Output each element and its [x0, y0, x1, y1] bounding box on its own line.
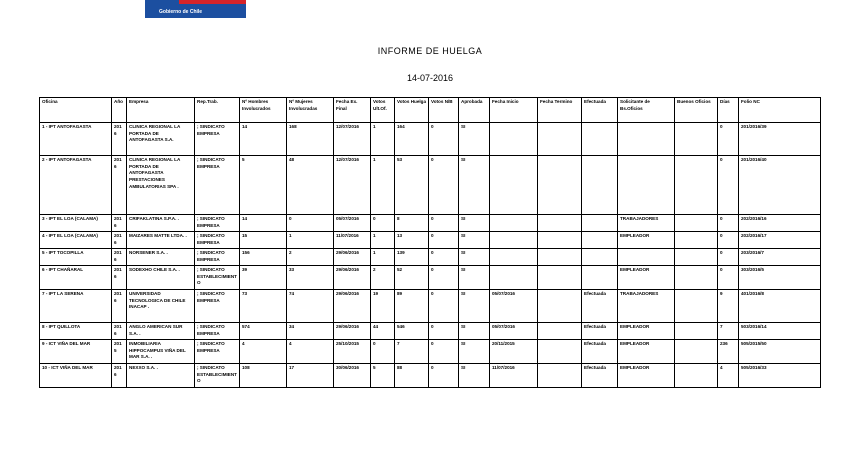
table-row — [40, 340, 821, 364]
table-cell: 17 — [287, 364, 334, 388]
table-cell: SI — [459, 364, 490, 388]
table-cell: 4 — [718, 364, 739, 388]
table-cell: 0 — [429, 266, 459, 290]
table-cell: SI — [459, 266, 490, 290]
table-cell: 05/07/2016 — [490, 290, 538, 323]
table-cell: 5 - IPT TOCOPILLA — [40, 249, 112, 266]
table-cell: 53 — [395, 156, 429, 215]
table-cell: 503/2016/14 — [739, 323, 821, 340]
table-cell: 7 — [395, 340, 429, 364]
column-header: Solicitante de Bs.Oficios — [618, 98, 675, 123]
table-cell — [618, 249, 675, 266]
table-row — [40, 215, 821, 232]
report-title: INFORME DE HUELGA — [377, 46, 483, 56]
table-cell: SI — [459, 290, 490, 323]
report-date: 14-07-2016 — [406, 73, 454, 83]
table-cell: 2 — [287, 249, 334, 266]
table-cell — [538, 340, 582, 364]
table-cell: ; SINDICATO ESTABLECIMIENTO — [195, 266, 240, 290]
column-header: Aprobada — [459, 98, 490, 123]
table-cell: 202/2016/17 — [739, 232, 821, 249]
table-cell: ; SINDICATO ESTABLECIMIENTO — [195, 364, 240, 388]
table-cell: ; SINDICATO EMPRESA — [195, 215, 240, 232]
table-cell: SI — [459, 123, 490, 156]
table-cell: 05/07/2016 — [490, 323, 538, 340]
table-cell — [490, 266, 538, 290]
table-cell: 88 — [395, 364, 429, 388]
table-cell: 0 — [429, 249, 459, 266]
table-cell: 52 — [395, 266, 429, 290]
table-cell: 44 — [371, 323, 395, 340]
table-cell: 203/2016/7 — [739, 249, 821, 266]
table-cell: 505/2015/50 — [739, 340, 821, 364]
table-cell: 164 — [395, 123, 429, 156]
table-cell: 29/06/2016 — [334, 249, 371, 266]
table-cell — [675, 249, 718, 266]
table-cell: 2016 — [112, 249, 127, 266]
table-cell: SI — [459, 249, 490, 266]
strike-report-table — [39, 97, 821, 388]
table-cell: 0 — [371, 215, 395, 232]
table-cell: 139 — [395, 249, 429, 266]
table-cell: 30/06/2016 — [334, 364, 371, 388]
table-cell — [538, 232, 582, 249]
table-cell: 303/2016/5 — [739, 266, 821, 290]
table-cell: SODEXHO CHILE S.A. . — [127, 266, 195, 290]
table-cell: 13 — [395, 232, 429, 249]
table-cell — [675, 156, 718, 215]
table-cell: 546 — [395, 323, 429, 340]
table-cell: 34 — [287, 323, 334, 340]
table-cell: 0 — [371, 340, 395, 364]
table-cell: NEXXO S.A. . — [127, 364, 195, 388]
table-cell: Efectuada — [582, 340, 618, 364]
table-cell — [582, 249, 618, 266]
table-cell — [538, 290, 582, 323]
table-row — [40, 364, 821, 388]
table-cell: 89 — [395, 290, 429, 323]
table-cell: 12/07/2016 — [334, 156, 371, 215]
table-cell: 0 — [718, 266, 739, 290]
table-cell: 574 — [240, 323, 287, 340]
table-cell: 236 — [718, 340, 739, 364]
table-body — [40, 123, 821, 388]
table-cell: ; SINDICATO EMPRESA — [195, 232, 240, 249]
table-cell: 0 — [429, 340, 459, 364]
table-cell: 29/06/2016 — [334, 323, 371, 340]
table-cell: 156 — [240, 249, 287, 266]
table-cell — [538, 215, 582, 232]
table-row — [40, 156, 821, 215]
table-cell: 74 — [287, 290, 334, 323]
table-cell: 33 — [287, 266, 334, 290]
table-cell — [675, 323, 718, 340]
table-cell: CLINICA REGIONAL LA PORTADA DE ANTOFAGASTA PRESTACIONES AMBULATORIAS SPA . — [127, 156, 195, 215]
table-cell: 48 — [287, 156, 334, 215]
table-cell: 0 — [429, 323, 459, 340]
table-cell — [582, 156, 618, 215]
table-cell: SI — [459, 156, 490, 215]
table-cell: 6 - IPT CHAÑARAL — [40, 266, 112, 290]
table-cell: 05/07/2016 — [334, 215, 371, 232]
table-cell — [582, 123, 618, 156]
column-header: Nº Hombres Involucrados — [240, 98, 287, 123]
table-cell — [582, 266, 618, 290]
table-cell: ; SINDICATO EMPRESA — [195, 156, 240, 215]
table-cell: SI — [459, 340, 490, 364]
table-row — [40, 266, 821, 290]
table-cell: 201/2016/39 — [739, 123, 821, 156]
table-cell: 2 — [371, 266, 395, 290]
table-cell: 2016 — [112, 156, 127, 215]
table-cell: 168 — [287, 123, 334, 156]
table-row — [40, 123, 821, 156]
table-cell: 2016 — [112, 123, 127, 156]
table-cell — [490, 156, 538, 215]
table-cell — [582, 215, 618, 232]
table-cell: 7 - IPT LA SERENA — [40, 290, 112, 323]
table-cell: 2015 — [112, 340, 127, 364]
table-cell: 11/07/2016 — [334, 232, 371, 249]
table-cell: TRABAJADORES — [618, 290, 675, 323]
column-header: Buenos Oficios — [675, 98, 718, 123]
table-cell — [490, 249, 538, 266]
table-cell: ; SINDICATO EMPRESA — [195, 323, 240, 340]
table-cell: 1 — [287, 232, 334, 249]
table-row — [40, 290, 821, 323]
logo-red-stripe — [179, 0, 246, 4]
table-cell: 8 — [395, 215, 429, 232]
table-cell: 0 — [718, 232, 739, 249]
table-cell — [538, 156, 582, 215]
table-cell — [618, 123, 675, 156]
table-cell — [490, 123, 538, 156]
table-cell — [675, 290, 718, 323]
table-cell: 0 — [429, 290, 459, 323]
table-cell: 19 — [371, 290, 395, 323]
table-cell: 0 — [429, 123, 459, 156]
table-cell: 2016 — [112, 215, 127, 232]
table-cell: EMPLEADOR — [618, 364, 675, 388]
table-cell: 3 - IPT EL LOA (CALAMA) — [40, 215, 112, 232]
table-cell: Efectuada — [582, 290, 618, 323]
table-cell: 1 — [371, 156, 395, 215]
table-cell: ; SINDICATO EMPRESA — [195, 123, 240, 156]
table-cell: 10 - ICT VIÑA DEL MAR — [40, 364, 112, 388]
table-cell: 7 — [718, 323, 739, 340]
table-cell: 2 - IPT ANTOFAGASTA — [40, 156, 112, 215]
table-row — [40, 249, 821, 266]
table-cell: ; SINDICATO EMPRESA — [195, 340, 240, 364]
table-cell: Efectuada — [582, 364, 618, 388]
column-header: Votos N/B — [429, 98, 459, 123]
table-cell: 0 — [287, 215, 334, 232]
table-cell — [490, 215, 538, 232]
table-row — [40, 323, 821, 340]
table-cell: 11/07/2016 — [490, 364, 538, 388]
table-cell: 9 — [718, 290, 739, 323]
table-header — [40, 98, 821, 123]
table-cell: 29/06/2016 — [334, 266, 371, 290]
table-cell: ANGLO AMERICAN SUR S.A. . — [127, 323, 195, 340]
table-cell: 202/2016/16 — [739, 215, 821, 232]
table-cell: 0 — [718, 123, 739, 156]
table-cell: 1 — [371, 232, 395, 249]
table-cell — [538, 123, 582, 156]
table-cell — [675, 266, 718, 290]
column-header: Días — [718, 98, 739, 123]
table-cell: 1 - IPT ANTOFAGASTA — [40, 123, 112, 156]
table-cell: 401/2016/8 — [739, 290, 821, 323]
table-cell: 25/10/2015 — [334, 340, 371, 364]
table-cell: 201/2016/40 — [739, 156, 821, 215]
table-cell: TRABAJADORES — [618, 215, 675, 232]
table-cell: 4 - IPT EL LOA (CALAMA) — [40, 232, 112, 249]
table-cell: 0 — [718, 215, 739, 232]
table-cell: CRIFAKLATINA S.P.A. . — [127, 215, 195, 232]
table-cell: NORSENER S.A. . — [127, 249, 195, 266]
table-cell — [538, 364, 582, 388]
table-cell — [538, 266, 582, 290]
table-cell — [490, 232, 538, 249]
table-cell: 4 — [287, 340, 334, 364]
table-cell: 20/11/2015 — [490, 340, 538, 364]
table-cell: 2016 — [112, 266, 127, 290]
table-cell: 0 — [429, 232, 459, 249]
table-cell: MAIZARES MATTE LTDA. . — [127, 232, 195, 249]
table-cell: 5 — [240, 156, 287, 215]
table-cell: 0 — [429, 156, 459, 215]
column-header: Folio NC — [739, 98, 821, 123]
table-cell: 5 — [371, 364, 395, 388]
table-cell: ; SINDICATO EMPRESA — [195, 249, 240, 266]
table-cell: CLINICA REGIONAL LA PORTADA DE ANTOFAGASTA S.A. — [127, 123, 195, 156]
table-cell: 4 — [240, 340, 287, 364]
table-cell: EMPLEADOR — [618, 232, 675, 249]
table-cell — [675, 123, 718, 156]
table-cell: EMPLEADOR — [618, 266, 675, 290]
table-cell — [675, 215, 718, 232]
column-header: Año — [112, 98, 127, 123]
table-cell: 108 — [240, 364, 287, 388]
table-cell: 8 - IPT QUILLOTA — [40, 323, 112, 340]
table-cell: 2016 — [112, 290, 127, 323]
table-cell — [538, 249, 582, 266]
table-cell: 29/06/2016 — [334, 290, 371, 323]
table-cell: 0 — [718, 249, 739, 266]
logo-text: Gobierno de Chile — [159, 9, 203, 15]
table-cell — [675, 364, 718, 388]
table-cell — [582, 232, 618, 249]
table-cell — [675, 232, 718, 249]
table-cell: SI — [459, 215, 490, 232]
column-header: Fecha Ex. Final — [334, 98, 371, 123]
column-header: Nº Mujeres Involucradas — [287, 98, 334, 123]
column-header: Fecha Inicio — [490, 98, 538, 123]
column-header: Fecha Termino — [538, 98, 582, 123]
table-cell: 39 — [240, 266, 287, 290]
table-cell: 1 — [371, 249, 395, 266]
table-cell: 9 - ICT VIÑA DEL MAR — [40, 340, 112, 364]
column-header: Efectuada — [582, 98, 618, 123]
table-cell: SI — [459, 232, 490, 249]
table-cell: 0 — [429, 364, 459, 388]
column-header: Oficina — [40, 98, 112, 123]
table-cell: EMPLEADOR — [618, 340, 675, 364]
table-cell: 0 — [718, 156, 739, 215]
table-cell: UNIVERSIDAD TECNOLOGICA DE CHILE INACAP . — [127, 290, 195, 323]
table-cell: 14 — [240, 123, 287, 156]
table-cell: 2016 — [112, 364, 127, 388]
table-cell: Efectuada — [582, 323, 618, 340]
table-cell: 73 — [240, 290, 287, 323]
table-cell — [538, 323, 582, 340]
header-row — [40, 98, 821, 123]
table-cell: 0 — [429, 215, 459, 232]
table-cell — [618, 156, 675, 215]
column-header: Rep.Trab. — [195, 98, 240, 123]
table-cell: SI — [459, 323, 490, 340]
table-cell: 15 — [240, 232, 287, 249]
table-cell — [675, 340, 718, 364]
table-cell: INMOBILIARIA HIPPOCAMPUS VIÑA DEL MAR S.A. . — [127, 340, 195, 364]
table-cell: ; SINDICATO EMPRESA — [195, 290, 240, 323]
table-cell: 2016 — [112, 232, 127, 249]
table-cell: EMPLEADOR — [618, 323, 675, 340]
gobierno-de-chile-logo — [145, 0, 246, 18]
table-row — [40, 232, 821, 249]
table-cell: 12/07/2016 — [334, 123, 371, 156]
table-cell: 2016 — [112, 323, 127, 340]
column-header: Empresa — [127, 98, 195, 123]
table-cell: 1 — [371, 123, 395, 156]
column-header: Votos Huelga — [395, 98, 429, 123]
column-header: Votos Ult.Of. — [371, 98, 395, 123]
table-cell: 14 — [240, 215, 287, 232]
table-cell: 505/2016/33 — [739, 364, 821, 388]
